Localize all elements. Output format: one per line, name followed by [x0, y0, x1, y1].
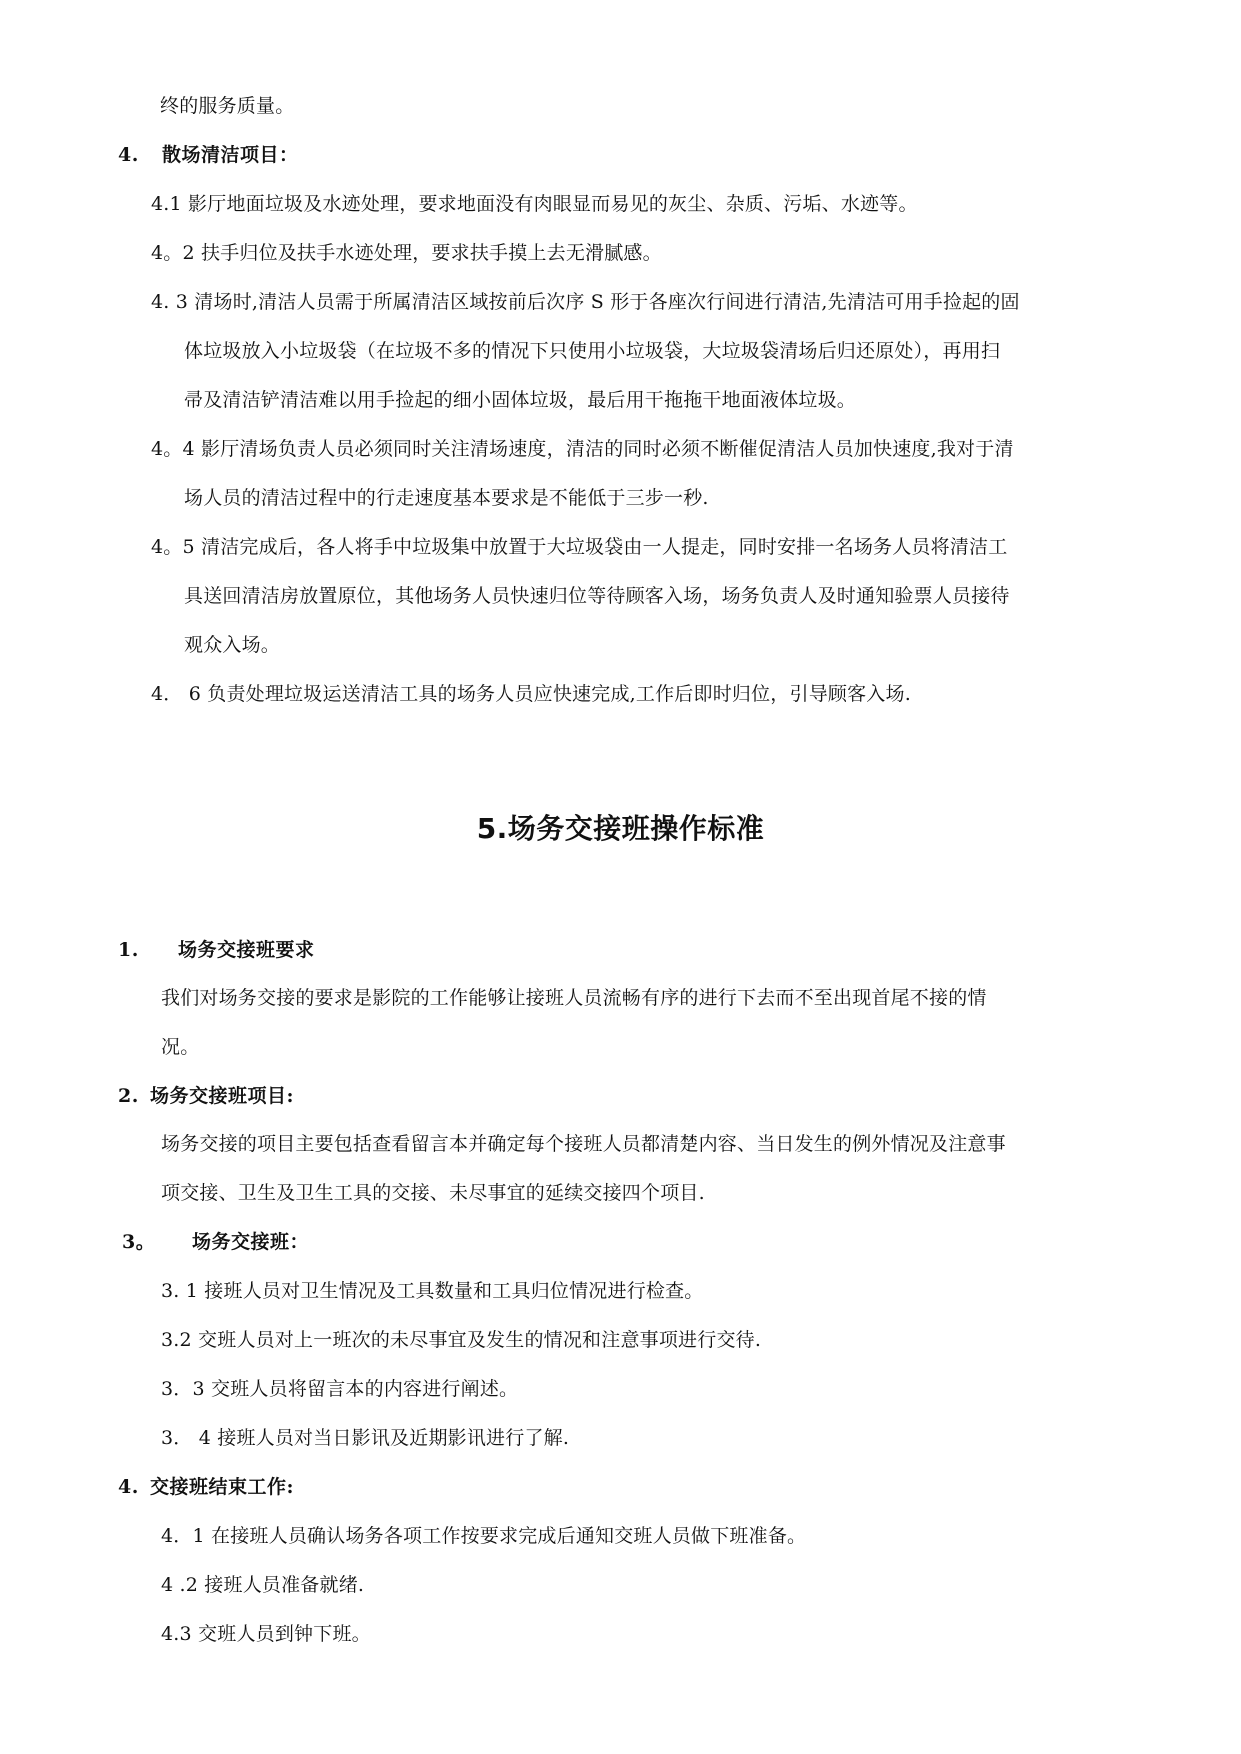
list-item: 4． 6 负责处理垃圾运送清洁工具的场务人员应快速完成,工作后即时归位，引导顾客入场. [151, 683, 911, 705]
paragraph-line: 场务交接的项目主要包括查看留言本并确定每个接班人员都清楚内容、当日发生的例外情况及注意事 [161, 1133, 1006, 1155]
subsection-heading-3 [122, 1229, 309, 1255]
heading-text: 场务交接班项目: [150, 1085, 295, 1107]
list-item-continuation: 帚及清洁铲清洁难以用手捡起的细小固体垃圾，最后用干拖拖干地面液体垃圾。 [184, 389, 857, 411]
list-item: 4。5 清洁完成后，各人将手中垃圾集中放置于大垃圾袋由一人提走，同时安排一名场务人员将清洁工 [151, 536, 1008, 558]
list-item: 4。2 扶手归位及扶手水迹处理，要求扶手摸上去无滑腻感。 [151, 242, 662, 264]
heading-text: 散场清洁项目： [162, 144, 299, 166]
list-item: 4。4 影厅清场负责人员必须同时关注清场速度，清洁的同时必须不断催促清洁人员加快速度,我对于清 [151, 438, 1014, 460]
paragraph-line: 我们对场务交接的要求是影院的工作能够让接班人员流畅有序的进行下去而不至出现首尾不接的情 [161, 987, 987, 1009]
heading-number: 3。 [122, 1231, 156, 1253]
heading-number: 4. [118, 144, 139, 166]
subsection-heading-4 [118, 1474, 294, 1500]
list-item: 4.3 交班人员到钟下班。 [161, 1623, 371, 1645]
heading-number: 2. [118, 1085, 139, 1107]
heading-number: 4. [118, 1476, 139, 1498]
list-item: 3．3 交班人员将留言本的内容进行阐述。 [161, 1378, 519, 1400]
section-title: 5.场务交接班操作标准 [476, 812, 765, 845]
list-item-continuation: 体垃圾放入小垃圾袋（在垃圾不多的情况下只使用小垃圾袋，大垃圾袋清场后归还原处），再用扫 [184, 340, 1001, 362]
subsection-heading-2 [118, 1083, 294, 1109]
list-item: 4 .2 接班人员准备就绪. [161, 1574, 365, 1596]
list-item: 3. 1 接班人员对卫生情况及工具数量和工具归位情况进行检查。 [161, 1280, 704, 1302]
heading-text: 场务交接班要求 [178, 939, 315, 961]
paragraph-line: 况。 [161, 1036, 200, 1058]
list-item-continuation: 场人员的清洁过程中的行走速度基本要求是不能低于三步一秒. [184, 487, 709, 509]
subsection-heading-1 [118, 937, 315, 963]
heading-text: 场务交接班： [192, 1231, 310, 1253]
paragraph-line: 项交接、卫生及卫生工具的交接、未尽事宜的延续交接四个项目. [161, 1182, 705, 1204]
paragraph-continuation: 终的服务质量。 [160, 95, 295, 117]
heading-number: 1. [118, 939, 139, 961]
list-item: 3． 4 接班人员对当日影讯及近期影讯进行了解. [161, 1427, 570, 1449]
list-item-continuation: 观众入场。 [184, 634, 281, 656]
list-item: 4．1 在接班人员确认场务各项工作按要求完成后通知交班人员做下班准备。 [161, 1525, 807, 1547]
heading-text: 交接班结束工作: [150, 1476, 295, 1498]
list-item: 4. 3 清场时,清洁人员需于所属清洁区域按前后次序 S 形于各座次行间进行清洁,先清洁可用手捡起的固 [151, 291, 1020, 313]
list-item: 4.1 影厅地面垃圾及水迹处理，要求地面没有肉眼显而易见的灰尘、杂质、污垢、水迹等。 [151, 193, 918, 215]
section-heading-4 [118, 142, 299, 168]
list-item: 3.2 交班人员对上一班次的未尽事宜及发生的情况和注意事项进行交待. [161, 1329, 762, 1351]
list-item-continuation: 具送回清洁房放置原位，其他场务人员快速归位等待顾客入场，场务负责人及时通知验票人员接待 [184, 585, 1010, 607]
